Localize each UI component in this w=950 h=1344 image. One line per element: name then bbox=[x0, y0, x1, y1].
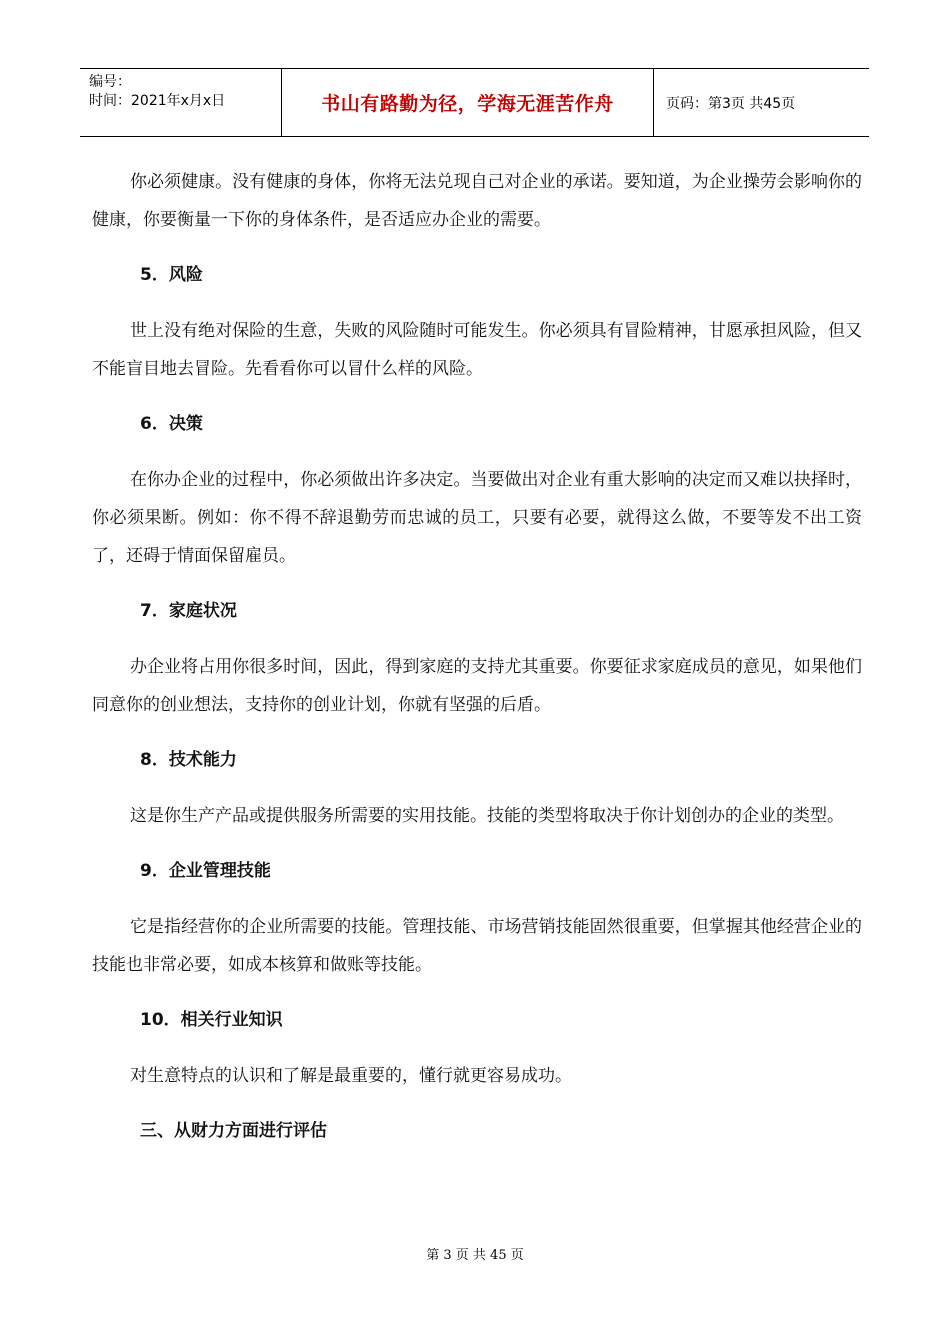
header-motto: 书山有路勤为径，学海无涯苦作舟 bbox=[282, 69, 654, 136]
page-header bbox=[80, 68, 869, 137]
section-heading-industry-knowledge: 10．相关行业知识 bbox=[140, 1010, 283, 1030]
paragraph-management-skills: 它是指经营你的企业所需要的技能。管理技能、市场营销技能固然很重要，但掌握其他经营企业的技能也非常必要，如成本核算和做账等技能。 bbox=[92, 917, 862, 975]
chapter-heading-financial-assessment: 三、从财力方面进行评估 bbox=[140, 1121, 327, 1141]
document-number-label: 编号： bbox=[89, 74, 131, 90]
paragraph-industry-knowledge: 对生意特点的认识和了解是最重要的，懂行就更容易成功。 bbox=[130, 1066, 572, 1086]
paragraph-technical-skills: 这是你生产产品或提供服务所需要的实用技能。技能的类型将取决于你计划创办的企业的类型。 bbox=[130, 806, 844, 826]
section-heading-management-skills: 9．企业管理技能 bbox=[140, 861, 271, 881]
paragraph-family: 办企业将占用你很多时间，因此，得到家庭的支持尤其重要。你要征求家庭成员的意见，如果他们同意你的创业想法，支持你的创业计划，你就有坚强的后盾。 bbox=[92, 657, 862, 715]
paragraph-risk: 世上没有绝对保险的生意，失败的风险随时可能发生。你必须具有冒险精神，甘愿承担风险，但又不能盲目地去冒险。先看看你可以冒什么样的风险。 bbox=[92, 321, 862, 379]
paragraph-health: 你必须健康。没有健康的身体，你将无法兑现自己对企业的承诺。要知道，为企业操劳会影响你的健康，你要衡量一下你的身体条件，是否适应办企业的需要。 bbox=[92, 172, 862, 230]
document-body bbox=[92, 163, 862, 1168]
header-page-info: 页码：第3页 共45页 bbox=[666, 95, 796, 112]
section-heading-risk: 5．风险 bbox=[140, 265, 203, 285]
document-date: 时间：2021年x月x日 bbox=[89, 93, 226, 109]
page-footer: 第 3 页 共 45 页 bbox=[426, 1248, 524, 1263]
section-heading-technical-skills: 8．技术能力 bbox=[140, 750, 237, 770]
section-heading-family: 7．家庭状况 bbox=[140, 601, 237, 621]
section-heading-decision: 6．决策 bbox=[140, 414, 203, 434]
header-meta bbox=[80, 69, 282, 136]
paragraph-decision: 在你办企业的过程中，你必须做出许多决定。当要做出对企业有重大影响的决定而又难以抉择时，你必须果断。例如：你不得不辞退勤劳而忠诚的员工，只要有必要，就得这么做，不要等发不出工资了，还碍于情面保留雇员。 bbox=[92, 470, 862, 566]
